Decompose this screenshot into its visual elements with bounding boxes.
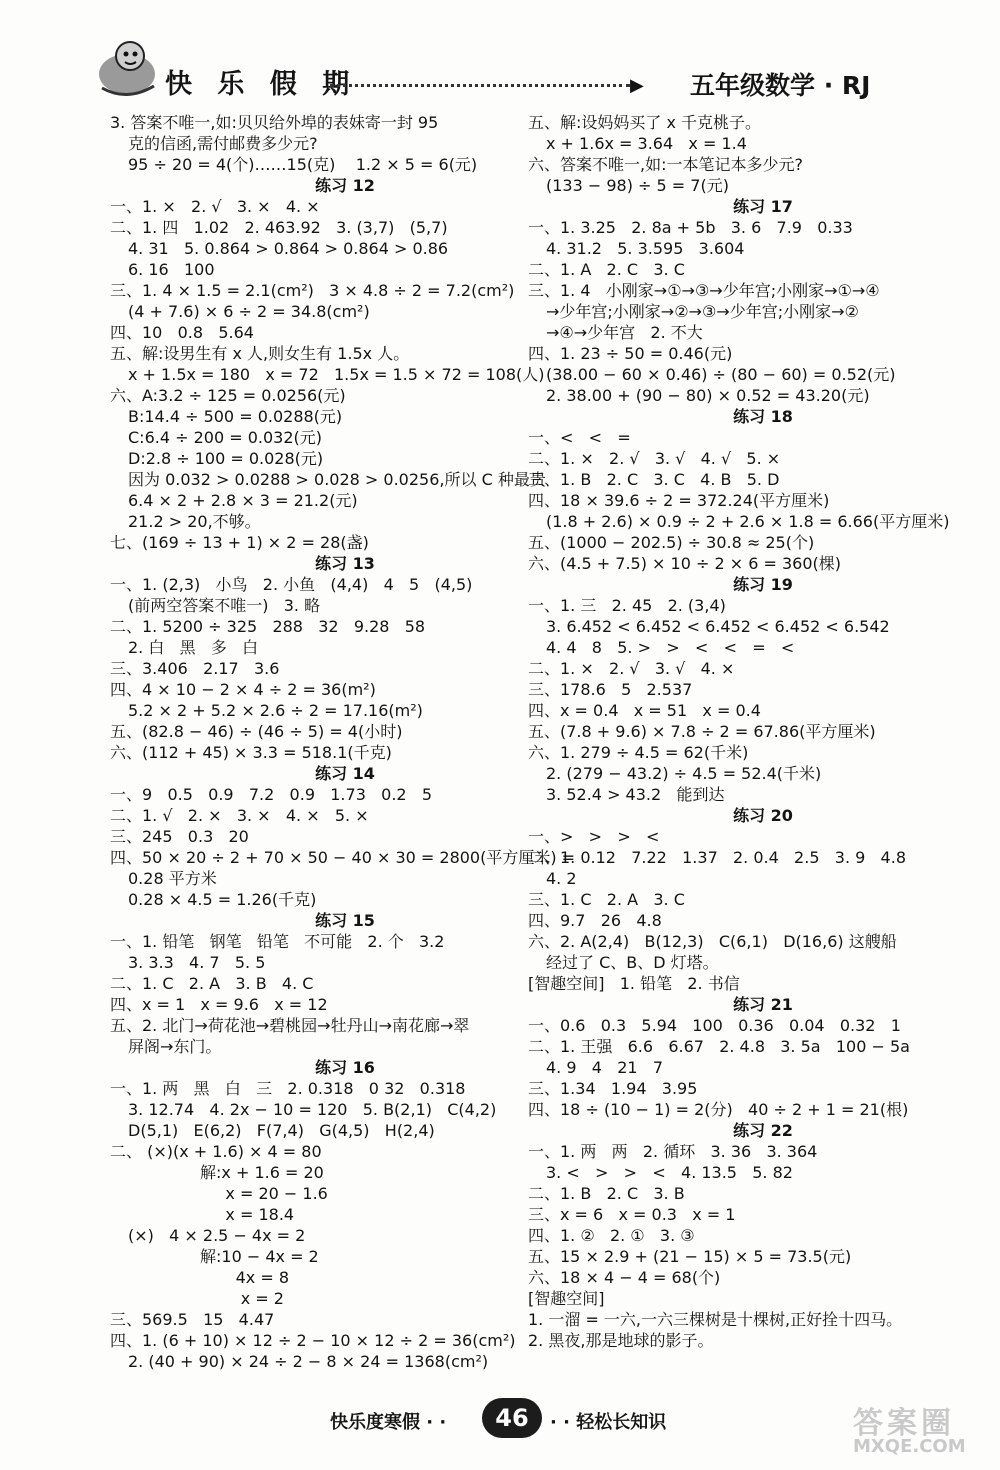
section-heading: 练习 21 <box>733 995 793 1014</box>
answer-line: 二、1. B 2. C 3. B <box>528 1184 685 1203</box>
answer-line: 0.28 × 4.5 = 1.26(千克) <box>128 890 317 909</box>
watermark-logo <box>845 1398 985 1460</box>
answer-line: D(5,1) E(6,2) F(7,4) G(4,5) H(2,4) <box>128 1121 435 1140</box>
answer-line: 二、1. 王强 6.6 6.67 2. 4.8 3. 5a 100 − 5a <box>528 1037 910 1056</box>
answer-line: 一、> > > < <box>528 827 660 846</box>
answer-line: x + 1.6x = 3.64 x = 1.4 <box>546 134 747 153</box>
page-footer <box>330 1398 750 1438</box>
answer-line: 1. 一溜 = 一六,一六三棵树是十棵树,正好拴十四马。 <box>528 1310 903 1329</box>
answer-line: 一、1. 两 黑 白 三 2. 0.318 0 32 0.318 <box>110 1079 466 1098</box>
answer-line: 三、1.34 1.94 3.95 <box>528 1079 698 1098</box>
answer-line: 经过了 C、B、D 灯塔。 <box>546 953 719 972</box>
section-heading: 练习 20 <box>733 806 793 825</box>
answer-line: 四、x = 1 x = 9.6 x = 12 <box>110 995 328 1014</box>
answer-line: 4. 4 8 5. > > < < = < <box>546 638 795 657</box>
arrow-right-icon: ▶ <box>630 75 644 96</box>
section-heading: 练习 19 <box>733 575 793 594</box>
answer-line: 三、1. B 2. C 3. C 4. B 5. D <box>528 470 780 489</box>
answer-line: 一、1. 两 两 2. 循环 3. 36 3. 364 <box>528 1142 818 1161</box>
answer-line: 克的信函,需付邮费多少元? <box>128 134 318 153</box>
answer-line: 五、(7.8 + 9.6) × 7.8 ÷ 2 = 67.86(平方厘米) <box>528 722 876 741</box>
answer-line: 3. 答案不唯一,如:贝贝给外埠的表妹寄一封 95 <box>110 113 439 132</box>
answer-line: 三、1. C 2. A 3. C <box>528 890 685 909</box>
answer-line: 6. 16 100 <box>128 260 215 279</box>
answer-line: 一、1. 铅笔 钢笔 铅笔 不可能 2. 个 3.2 <box>110 932 445 951</box>
section-heading: 练习 18 <box>733 407 793 426</box>
answer-line: 二、1. 四 1.02 2. 463.92 3. (3,7) (5,7) <box>110 218 448 237</box>
answer-line: (前两空答案不唯一) 3. 略 <box>128 596 321 615</box>
answer-line: 二、 (×)(x + 1.6) × 4 = 80 <box>110 1142 322 1161</box>
answer-line: 二、1. × 2. √ 3. √ 4. × <box>528 659 735 678</box>
answer-line: 一、1. 三 2. 45 2. (3,4) <box>528 596 726 615</box>
answer-line: 五、2. 北门→荷花池→碧桃园→牡丹山→南花廊→翠 <box>110 1016 470 1035</box>
answer-line: B:14.4 ÷ 500 = 0.0288(元) <box>128 407 343 426</box>
answer-line: 3. < > > < 4. 13.5 5. 82 <box>546 1163 793 1182</box>
answer-line: 3. 12.74 4. 2x − 10 = 120 5. B(2,1) C(4,2) <box>128 1100 497 1119</box>
answer-line: 五、(82.8 − 46) ÷ (46 ÷ 5) = 4(小时) <box>110 722 403 741</box>
answer-line: 3. 52.4 > 43.2 能到达 <box>546 785 725 804</box>
answer-line: (×) 4 × 2.5 − 4x = 2 <box>128 1226 306 1245</box>
watermark-text: 答案圈 <box>853 1406 955 1441</box>
answer-line: 解:x + 1.6 = 20 <box>200 1163 324 1182</box>
answer-line: 六、1. 279 ÷ 4.5 = 62(千米) <box>528 743 749 762</box>
answer-line: 2. 38.00 + (90 − 80) × 0.52 = 43.20(元) <box>546 386 870 405</box>
answer-line: 2. 白 黑 多 白 <box>128 638 259 657</box>
footer-right-text: · · 轻松长知识 <box>550 1412 667 1433</box>
answer-line: 二、1. C 2. A 3. B 4. C <box>110 974 314 993</box>
answer-line: 三、1. 4 × 1.5 = 2.1(cm²) 3 × 4.8 ÷ 2 = 7.2(cm²) <box>110 281 515 300</box>
answer-line: 2. (279 − 43.2) ÷ 4.5 = 52.4(千米) <box>546 764 822 783</box>
answer-line: 一、9 0.5 0.9 7.2 0.9 1.73 0.2 5 <box>110 785 433 804</box>
answer-line: [智趣空间] 1. 铅笔 2. 书信 <box>528 974 740 993</box>
answer-line: [智趣空间] <box>528 1289 605 1308</box>
watermark-url: MXQE.COM <box>853 1436 966 1457</box>
answer-line: D:2.8 ÷ 100 = 0.028(元) <box>128 449 324 468</box>
answer-line: x = 2 <box>200 1289 284 1308</box>
page-header <box>0 0 1000 115</box>
answer-line: 二、1. 5200 ÷ 325 288 32 9.28 58 <box>110 617 426 636</box>
answer-line: 三、1. 4 小刚家→①→③→少年宫;小刚家→①→④ <box>528 281 880 300</box>
section-heading: 练习 15 <box>315 911 375 930</box>
answer-line: 6.4 × 2 + 2.8 × 3 = 21.2(元) <box>128 491 358 510</box>
answer-line: 五、解:设妈妈买了 x 千克桃子。 <box>528 113 762 132</box>
answers-left-column <box>110 112 580 1372</box>
answer-line: 95 ÷ 20 = 4(个)……15(克) 1.2 × 5 = 6(元) <box>128 155 478 174</box>
answer-line: x + 1.5x = 180 x = 72 1.5x = 1.5 × 72 = 108(人) <box>128 365 545 384</box>
answer-line: 六、2. A(2,4) B(12,3) C(6,1) D(16,6) 这艘船 <box>528 932 897 951</box>
answer-line: 四、4 × 10 − 2 × 4 ÷ 2 = 36(m²) <box>110 680 376 699</box>
answer-line: 4x = 8 <box>200 1268 290 1287</box>
answer-line: 四、9.7 26 4.8 <box>528 911 662 930</box>
answer-line: 四、18 × 39.6 ÷ 2 = 372.24(平方厘米) <box>528 491 830 510</box>
answer-line: 三、245 0.3 20 <box>110 827 249 846</box>
answer-line: (4 + 7.6) × 6 ÷ 2 = 34.8(cm²) <box>128 302 370 321</box>
answer-line: 0.28 平方米 <box>128 869 217 888</box>
answer-line: 解:10 − 4x = 2 <box>200 1247 319 1266</box>
answer-line: (38.00 − 60 × 0.46) ÷ (80 − 60) = 0.52(元) <box>546 365 896 384</box>
answer-line: 二、1. A 2. C 3. C <box>528 260 685 279</box>
answer-line: 五、(1000 − 202.5) ÷ 30.8 ≈ 25(个) <box>528 533 815 552</box>
answer-line: →少年宫;小刚家→②→③→少年宫;小刚家→② <box>546 302 859 321</box>
answer-line: 六、18 × 4 − 4 = 68(个) <box>528 1268 721 1287</box>
section-heading: 练习 14 <box>315 764 375 783</box>
cartoon-mascot-icon <box>92 32 162 102</box>
answer-line: (1.8 + 2.6) × 0.9 ÷ 2 + 2.6 × 1.8 = 6.66(平方厘米) <box>546 512 950 531</box>
answer-line: 二、1. 0.12 7.22 1.37 2. 0.4 2.5 3. 9 4.8 <box>528 848 906 867</box>
answer-line: 六、A:3.2 ÷ 125 = 0.0256(元) <box>110 386 346 405</box>
answer-line: 一、1. (2,3) 小鸟 2. 小鱼 (4,4) 4 5 (4,5) <box>110 575 473 594</box>
answer-line: 三、x = 6 x = 0.3 x = 1 <box>528 1205 736 1224</box>
answer-line: 六、(112 + 45) × 3.3 = 518.1(千克) <box>110 743 392 762</box>
answer-line: 四、18 ÷ (10 − 1) = 2(分) 40 ÷ 2 + 1 = 21(根) <box>528 1100 909 1119</box>
answer-line: →④→少年宫 2. 不大 <box>546 323 703 342</box>
subject-label: 五年级数学 · RJ <box>690 71 871 100</box>
answer-line: 2. (40 + 90) × 24 ÷ 2 − 8 × 24 = 1368(cm²) <box>128 1352 489 1371</box>
answer-line: 屏阁→东门。 <box>128 1037 222 1056</box>
answer-line: 2. 黑夜,那是地球的影子。 <box>528 1331 714 1350</box>
answer-line: 3. 3.3 4. 7 5. 5 <box>128 953 266 972</box>
answer-line: 四、10 0.8 5.64 <box>110 323 254 342</box>
answer-line: 三、178.6 5 2.537 <box>528 680 693 699</box>
answer-line: 五、15 × 2.9 + (21 − 15) × 5 = 73.5(元) <box>528 1247 852 1266</box>
answer-line: 一、< < = <box>528 428 631 447</box>
answer-line: 七、(169 ÷ 13 + 1) × 2 = 28(盏) <box>110 533 369 552</box>
answer-line: 4. 9 4 21 7 <box>546 1058 664 1077</box>
answer-line: 四、x = 0.4 x = 51 x = 0.4 <box>528 701 761 720</box>
answer-line: 四、50 × 20 ÷ 2 + 70 × 50 − 40 × 30 = 2800(平方厘米) = <box>110 848 576 867</box>
answer-line: 4. 31.2 5. 3.595 3.604 <box>546 239 745 258</box>
answer-line: 四、1. ② 2. ① 3. ③ <box>528 1226 695 1245</box>
section-heading: 练习 22 <box>733 1121 793 1140</box>
answer-line: 六、答案不唯一,如:一本笔记本多少元? <box>528 155 803 174</box>
answer-line: C:6.4 ÷ 200 = 0.032(元) <box>128 428 322 447</box>
answer-line: 4. 31 5. 0.864 > 0.864 > 0.864 > 0.86 <box>128 239 449 258</box>
answer-line: 三、569.5 15 4.47 <box>110 1310 275 1329</box>
answer-line: 四、1. 23 ÷ 50 = 0.46(元) <box>528 344 733 363</box>
section-heading: 练习 16 <box>315 1058 375 1077</box>
header-divider <box>330 84 630 87</box>
answer-line: 3. 6.452 < 6.452 < 6.452 < 6.452 < 6.542 <box>546 617 890 636</box>
answer-line: 五、解:设男生有 x 人,则女生有 1.5x 人。 <box>110 344 410 363</box>
answer-line: 二、1. × 2. √ 3. √ 4. √ 5. × <box>528 449 781 468</box>
page-number: 46 <box>482 1398 542 1438</box>
answer-line: 21.2 > 20,不够。 <box>128 512 261 531</box>
answers-right-column <box>528 112 998 1351</box>
answer-line: 一、1. × 2. √ 3. × 4. × <box>110 197 320 216</box>
section-heading: 练习 12 <box>315 176 375 195</box>
answer-line: x = 20 − 1.6 <box>200 1184 328 1203</box>
answer-line: 因为 0.032 > 0.0288 > 0.028 > 0.0256,所以 C 种最贵 <box>128 470 546 489</box>
answer-line: 5.2 × 2 + 5.2 × 2.6 ÷ 2 = 17.16(m²) <box>128 701 423 720</box>
answer-line: 4. 2 <box>546 869 577 888</box>
answer-line: x = 18.4 <box>200 1205 295 1224</box>
answer-line: 四、1. (6 + 10) × 12 ÷ 2 − 10 × 12 ÷ 2 = 36(cm²) <box>110 1331 516 1350</box>
answer-line: 一、1. 3.25 2. 8a + 5b 3. 6 7.9 0.33 <box>528 218 853 237</box>
answer-line: 三、3.406 2.17 3.6 <box>110 659 280 678</box>
answer-line: (133 − 98) ÷ 5 = 7(元) <box>546 176 729 195</box>
brand-title: 快 乐 假 期 <box>165 69 358 100</box>
footer-left-text: 快乐度寒假 · · <box>330 1412 447 1433</box>
answer-line: 六、(4.5 + 7.5) × 10 ÷ 2 × 6 = 360(棵) <box>528 554 842 573</box>
answer-line: 一、0.6 0.3 5.94 100 0.36 0.04 0.32 1 <box>528 1016 901 1035</box>
section-heading: 练习 13 <box>315 554 375 573</box>
answer-line: 二、1. √ 2. × 3. × 4. × 5. × <box>110 806 369 825</box>
section-heading: 练习 17 <box>733 197 793 216</box>
